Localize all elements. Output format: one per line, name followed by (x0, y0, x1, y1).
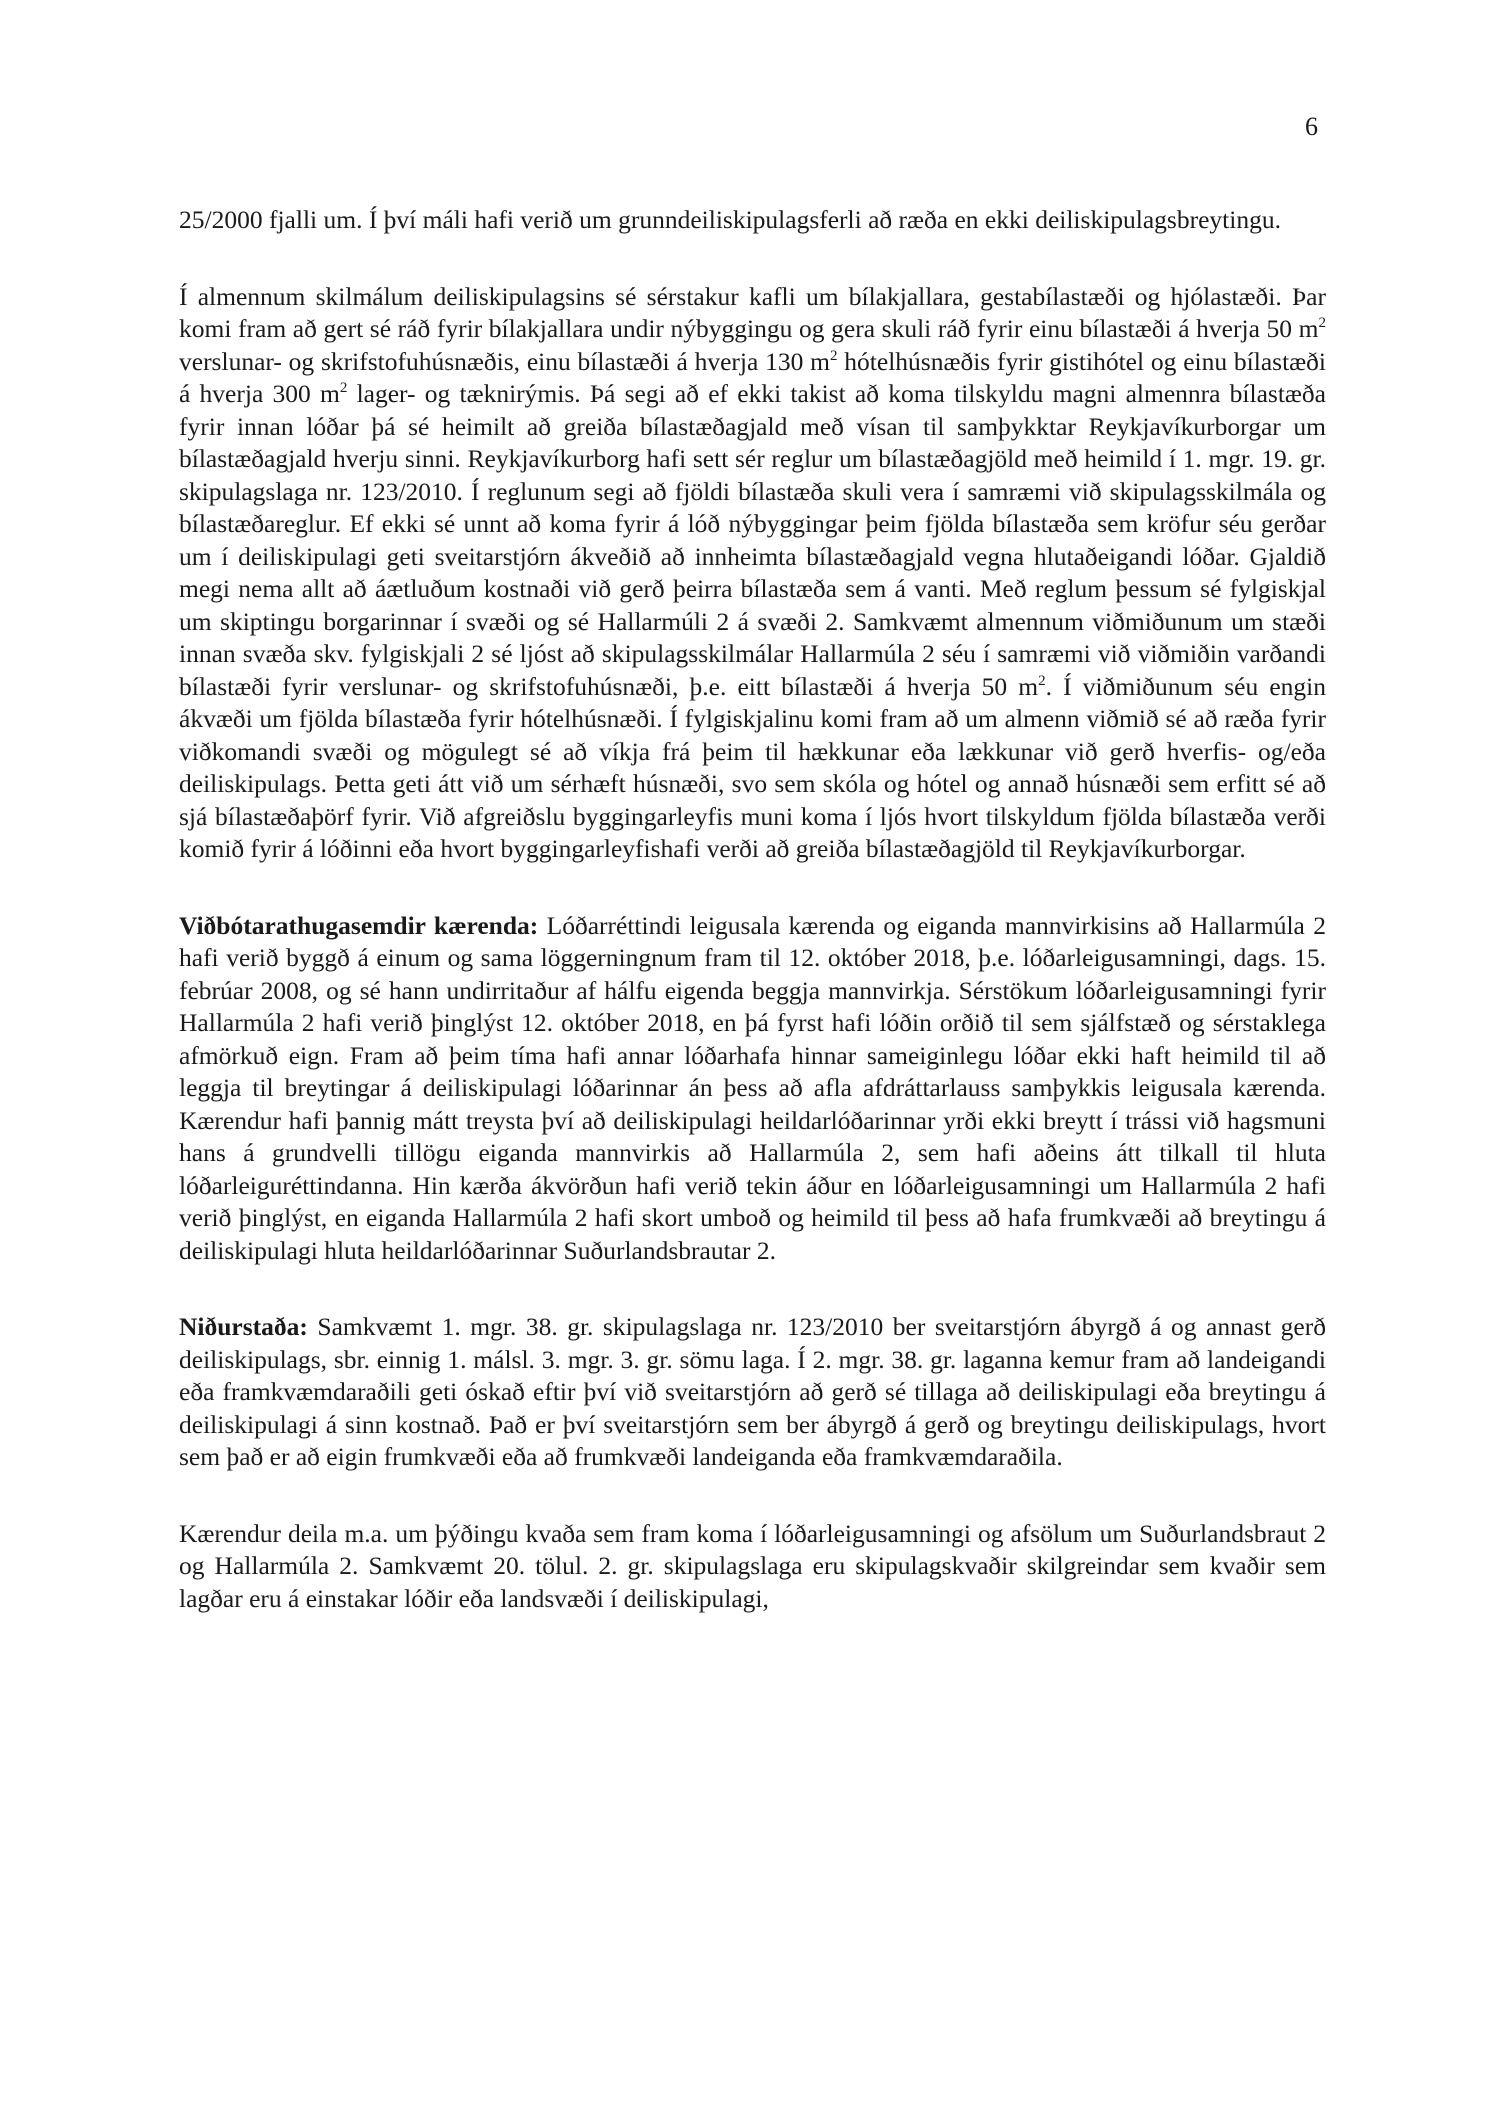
section-heading-additional-remarks: Viðbótarathugasemdir kærenda: (179, 910, 539, 940)
section-heading-conclusion: Niðurstaða: (179, 1312, 308, 1341)
page-number: 6 (1305, 112, 1318, 141)
paragraph-4-conclusion (179, 1311, 1326, 1474)
paragraph-2-text-4: lager- og tæknirýmis. Þá segi að ef ekki takist að koma tilskyldu magni almennra bílastæða fyrir innan lóðar þá sé heimilt að greiða bílastæðagjald með vísan til samþykktar Reykjavíkurborgar um bílastæðagjald hverju sinni. Reykjavíkurborg hafi sett sér reglur um bílastæðagjöld með heimild í 1. mgr. 19. gr. skipulagslaga nr. 123/2010. Í reglunum segi að fjöldi bílastæða skuli vera í samræmi við skipulagsskilmála og bílastæðareglur. Ef ekki sé unnt að koma fyrir á lóð nýbyggingar þeim fjölda bílastæða sem kröfur séu gerðar um í deiliskipulagi geti sveitarstjórn ákveðið að innheimta bílastæðagjald vegna hlutaðeigandi lóðar. Gjaldið megi nema allt að áætluðum kostnaði við gerð þeirra bílastæða sem á vanti. Með reglum þessum sé fylgiskjal um skiptingu borgarinnar í svæði og sé Hallarmúli 2 á svæði 2. Samkvæmt almennum viðmiðunum um stæði innan svæða skv. fylgiskjali 2 sé ljóst að skipulagsskilmálar Hallarmúla 2 séu í samræmi við viðmiðin varðandi bílastæði fyrir verslunar- og skrifstofuhúsnæði, þ.e. eitt bílastæði á hverja 50 m (179, 379, 1327, 701)
paragraph-2-text-5: . Í viðmiðunum séu engin ákvæði um fjölda bílastæða fyrir hótelhúsnæði. Í fylgiskjalinu komi fram að um almenn viðmið sé að ræða fyrir viðkomandi svæði og mögulegt sé að víkja frá þeim til hækkunar eða lækkunar við gerð hverfis- og/eða deiliskipulags. Þetta geti átt við um sérhæft húsnæði, svo sem skóla og hótel og annað húsnæði sem erfitt sé að sjá bílastæðaþörf fyrir. Við afgreiðslu byggingarleyfis muni koma í ljós hvort tilskyldum fjölda bílastæða verði komið fyrir á lóðinni eða hvort byggingarleyfishafi verði að greiða bílastæðagjöld til Reykjavíkurborgar. (179, 671, 1326, 863)
paragraph-3-body: Lóðarréttindi leigusala kærenda og eiganda mannvirkisins að Hallarmúla 2 hafi verið byggð á einum og sama löggerningnum fram til 12. október 2018, þ.e. lóðarleigusamningi, dags. 15. febrúar 2008, og sé hann undirritaður af hálfu eigenda beggja mannvirkja. Sérstökum lóðarleigusamningi fyrir Hallarmúla 2 hafi verið þinglýst 12. október 2018, en þá fyrst hafi lóðin orðið til sem sjálfstæð og sérstaklega afmörkuð eign. Fram að þeim tíma hafi annar lóðarhafa hinnar sameiginlegu lóðar ekki haft heimild til að leggja til breytingar á deiliskipulagi lóðarinnar án þess að afla afdráttarlauss samþykkis leigusala kærenda. Kærendur hafi þannig mátt treysta því að deiliskipulagi heildarlóðarinnar yrði ekki breytt í trássi við hagsmuni hans á grundvelli tillögu eiganda mannvirkis að Hallarmúla 2, sem hafi aðeins átt tilkall til hluta lóðarleiguréttindanna. Hin kærða ákvörðun hafi verið tekin áður en lóðarleigusamningi um Hallarmúla 2 hafi verið þinglýst, en eiganda Hallarmúla 2 hafi skort umboð og heimild til þess að hafa frumkvæði að breytingu á deiliskipulagi hluta heildarlóðarinnar Suðurlandsbrautar 2. (179, 910, 1326, 1265)
superscript-squared: 2 (339, 380, 348, 396)
paragraph-2-parking-terms (179, 281, 1326, 866)
superscript-squared: 2 (1038, 672, 1046, 689)
superscript-squared: 2 (830, 347, 838, 364)
paragraph-4-body: Samkvæmt 1. mgr. 38. gr. skipulagslaga nr. 123/2010 ber sveitarstjórn ábyrgð á og annast gerð deiliskipulags, sbr. einnig 1. málsl. 3. mgr. 3. gr. sömu laga. Í 2. mgr. 38. gr. laganna kemur fram að landeigandi eða framkvæmdaraðili geti óskað eftir því við sveitarstjórn að gerð sé tillaga að deiliskipulagi eða breytingu á deiliskipulagi á sinn kostnað. Það er því sveitarstjórn sem ber ábyrgð á gerð og breytingu deiliskipulags, hvort sem það er að eigin frumkvæði eða að frumkvæði landeiganda eða framkvæmdaraðila. (179, 1312, 1326, 1471)
document-body (179, 204, 1326, 1659)
superscript-squared: 2 (1318, 315, 1326, 331)
paragraph-2-text-1: Í almennum skilmálum deiliskipulagsins sé sérstakur kafli um bílakjallara, gestabílastæði og hjólastæði. Þar komi fram að gert sé ráð fyrir bílakjallara undir nýbyggingu og gera skuli ráð fyrir einu bílastæði á hverja 50 m (179, 281, 1326, 343)
paragraph-2-text-2: verslunar- og skrifstofuhúsnæðis, einu bílastæði á hverja 130 m (179, 346, 830, 376)
paragraph-3-additional-remarks (179, 910, 1326, 1268)
paragraph-5: Kærendur deila m.a. um þýðingu kvaða sem fram koma í lóðarleigusamningi og afsölum um Suðurlandsbraut 2 og Hallarmúla 2. Samkvæmt 20. tölul. 2. gr. skipulagslaga eru skipulagskvaðir skilgreindar sem kvaðir sem lagðar eru á einstakar lóðir eða landsvæði í deiliskipulagi, (179, 1518, 1326, 1613)
paragraph-2-text-3: hótelhúsnæðis fyrir gistihótel og einu bílastæði á hverja 300 m (179, 346, 1326, 408)
paragraph-1: 25/2000 fjalli um. Í því máli hafi verið um grunndeiliskipulagsferli að ræða en ekki deiliskipulagsbreytingu. (179, 205, 1281, 234)
